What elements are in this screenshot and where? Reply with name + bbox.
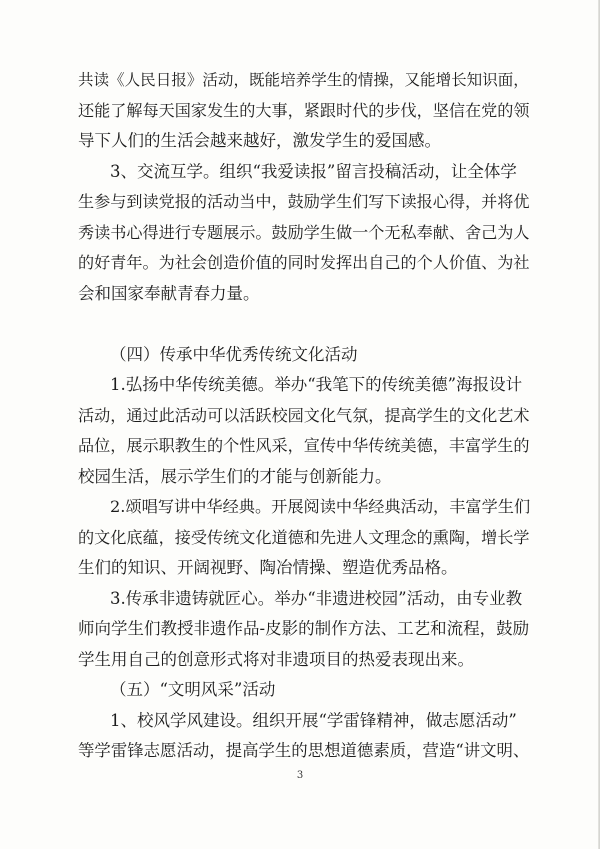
document-page: 共读《人民日报》活动，既能培养学生的情操，又能增长知识面， 还能了解每天国家发生的大事，紧跟时代的步伐，坚信在党的领 导下人们的生活会越来越好，激发学生的爱国感。 3、交流互学。组织“我爱读报”留言投稿活动，让全体学 生参与到读党报的活动当中，鼓励学生们写下读报心得，并将优 秀读书心得进行专题展示。鼓励学生做一个无私奉献、舍己为人 的好青年。为社会创造价值的同时发挥出自己的个人价值、为社 会和国家奉献青春力量。 （四）传承中华优秀传统文化活动 1.弘扬中华传统美德。举办“我笔下的传统美德”海报设计 活动，通过此活动可以活跃校园文化气氛，提高学生的文化艺术 品位，展示职教生的个性风采，宣传中华传统美德，丰富学生的 校园生活，展示学生们的才能与创新能力。 2.颂唱写讲中华经典。开展阅读中华经典活动，丰富学生们 的文化底蕴，接受传统文化道德和先进人文理念的熏陶，增长学 生们的知识、开阔视野、陶冶情操、塑造优秀品格。 3.传承非遗铸就匠心。举办“非遗进校园”活动，由专业教 师向学生们教授非遗作品-皮影的制作方法、工艺和流程，鼓励 学生用自己的创意形式将对非遗项目的热爱表现出来。 （五）“文明风采”活动 1、校风学风建设。组织开展“学雷锋精神，做志愿活动” 等学雷锋志愿活动，提高学生的思想道德素质，营造“讲文明、 3	[0, 0, 600, 849]
page-number: 3	[296, 770, 304, 781]
